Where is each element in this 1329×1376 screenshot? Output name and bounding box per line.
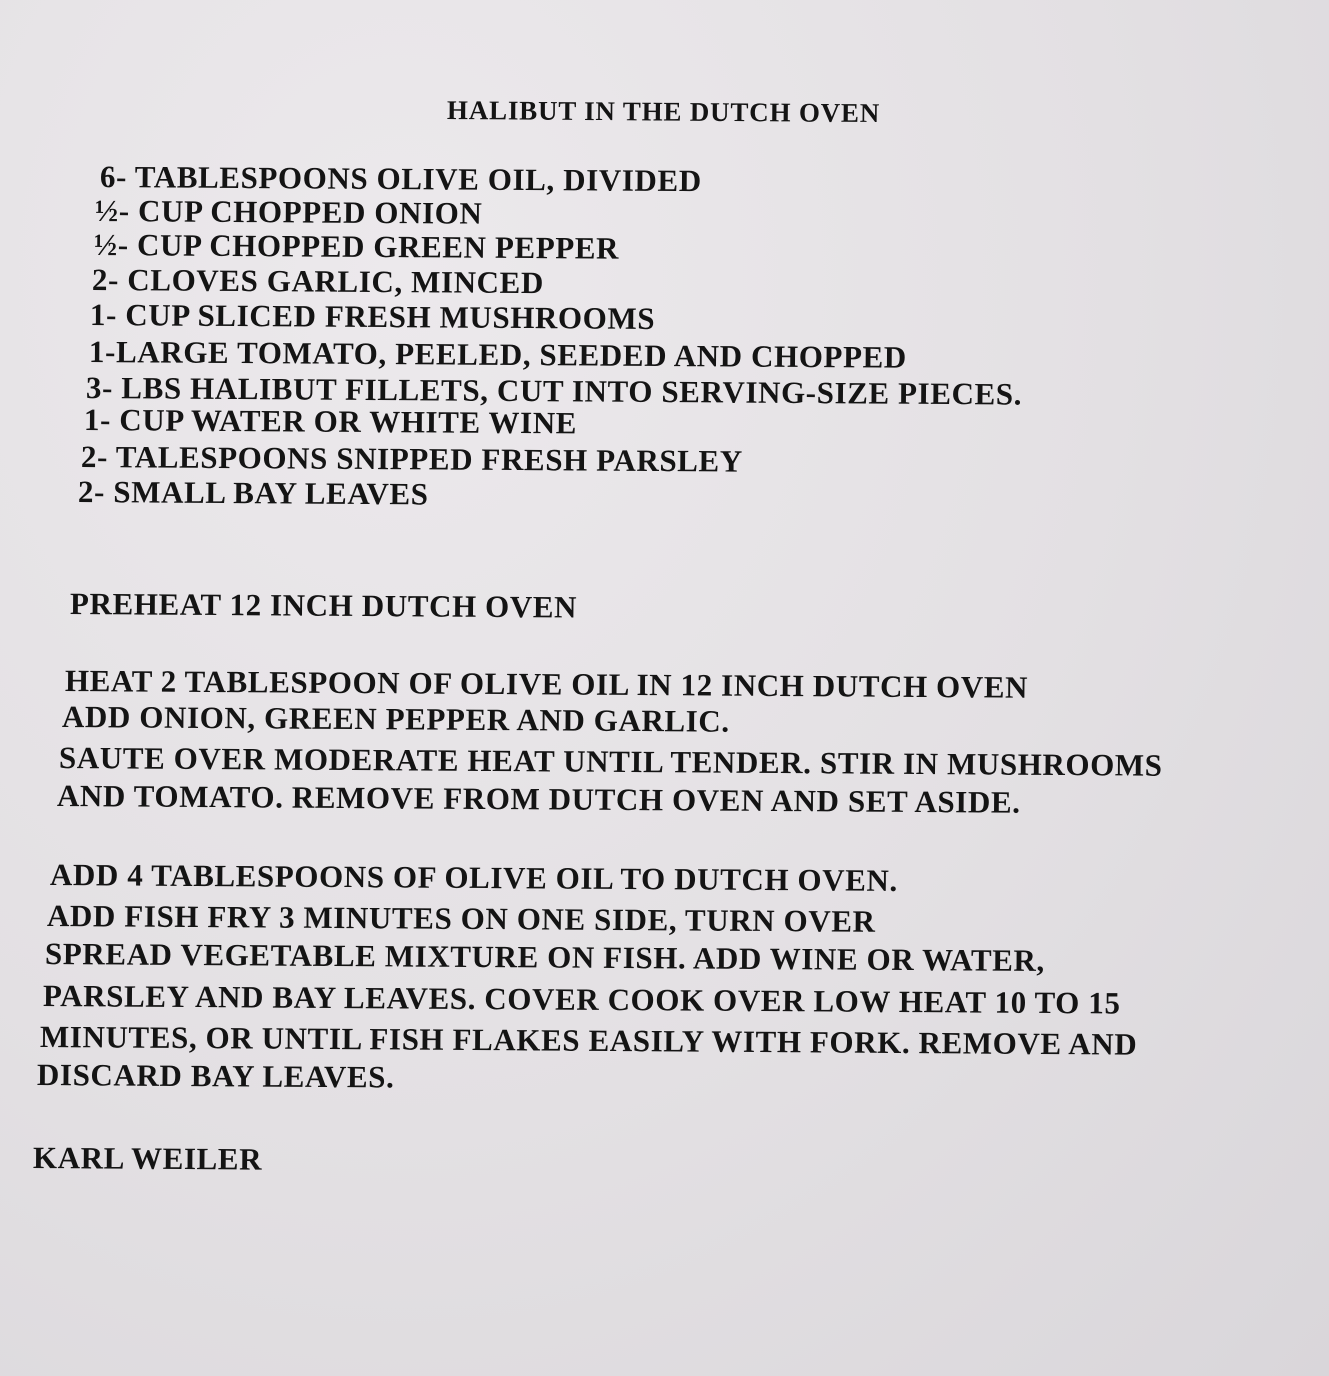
ingredient-line: 2- CLOVES GARLIC, MINCED: [91, 262, 545, 301]
instruction-line: MINUTES, OR UNTIL FISH FLAKES EASILY WITH FORK. REMOVE AND: [39, 1019, 1138, 1062]
ingredient-line: 3- LBS HALIBUT FILLETS, CUT INTO SERVING-SIZE PIECES.: [85, 370, 1023, 412]
instruction-line: SPREAD VEGETABLE MIXTURE ON FISH. ADD WINE OR WATER,: [44, 936, 1045, 978]
ingredient-line: ½- CUP CHOPPED ONION: [94, 193, 483, 231]
instruction-line: ADD FISH FRY 3 MINUTES ON ONE SIDE, TURN OVER: [46, 898, 876, 939]
recipe-title: HALIBUT IN THE DUTCH OVEN: [446, 95, 881, 129]
ingredient-line: 6- TABLESPOONS OLIVE OIL, DIVIDED: [99, 159, 702, 199]
instruction-line: DISCARD BAY LEAVES.: [36, 1057, 395, 1095]
ingredient-line: 1- CUP WATER OR WHITE WINE: [83, 402, 578, 441]
instruction-line: PARSLEY AND BAY LEAVES. COVER COOK OVER LOW HEAT 10 TO 15: [42, 978, 1121, 1021]
ingredient-line: ½- CUP CHOPPED GREEN PEPPER: [93, 227, 620, 266]
preheat-instruction: PREHEAT 12 INCH DUTCH OVEN: [69, 586, 578, 625]
author-name: KARL WEILER: [32, 1140, 263, 1177]
ingredient-line: 1- CUP SLICED FRESH MUSHROOMS: [89, 297, 656, 336]
instruction-line: ADD 4 TABLESPOONS OF OLIVE OIL TO DUTCH OVEN.: [49, 857, 898, 898]
instruction-line: HEAT 2 TABLESPOON OF OLIVE OIL IN 12 INCH DUTCH OVEN: [64, 663, 1029, 705]
ingredient-line: 2- TALESPOONS SNIPPED FRESH PARSLEY: [80, 439, 743, 479]
instruction-line: AND TOMATO. REMOVE FROM DUTCH OVEN AND SET ASIDE.: [56, 778, 1021, 820]
instruction-line: ADD ONION, GREEN PEPPER AND GARLIC.: [61, 699, 730, 739]
ingredient-line: 1-LARGE TOMATO, PEELED, SEEDED AND CHOPPED: [88, 334, 907, 375]
instruction-line: SAUTE OVER MODERATE HEAT UNTIL TENDER. STIR IN MUSHROOMS: [58, 740, 1163, 783]
ingredient-line: 2- SMALL BAY LEAVES: [77, 474, 429, 512]
